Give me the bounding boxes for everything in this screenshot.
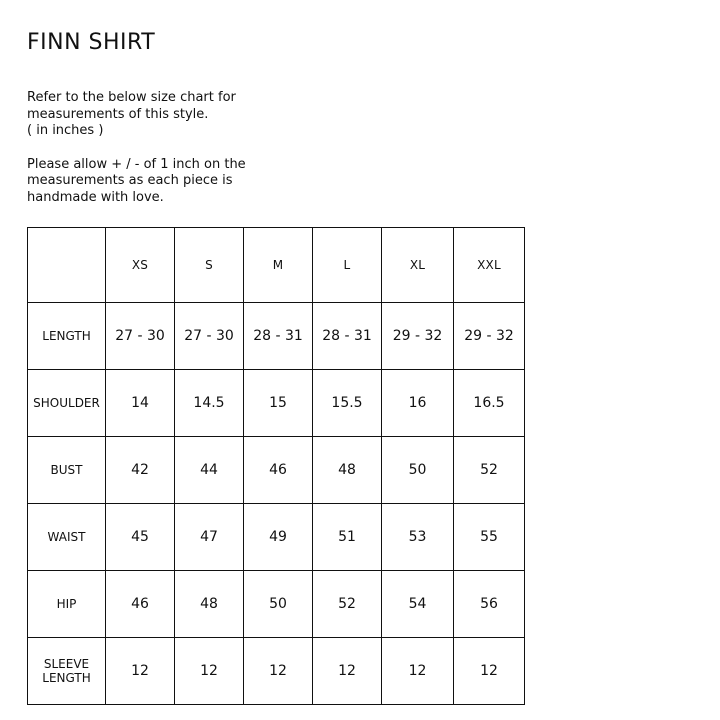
size-header-l: L <box>313 228 382 303</box>
table-cell: 45 <box>106 504 175 571</box>
table-cell: 27 - 30 <box>106 303 175 370</box>
table-cell: 50 <box>244 571 313 638</box>
table-cell: 14.5 <box>175 370 244 437</box>
table-cell: 15 <box>244 370 313 437</box>
table-row-length <box>28 303 525 370</box>
table-cell: 16.5 <box>454 370 525 437</box>
table-cell: 12 <box>175 638 244 705</box>
table-cell: 47 <box>175 504 244 571</box>
table-cell: 12 <box>244 638 313 705</box>
row-label-waist: WAIST <box>28 504 106 571</box>
size-header-row <box>28 228 525 303</box>
table-cell: 29 - 32 <box>454 303 525 370</box>
size-chart-table <box>27 227 525 705</box>
table-cell: 50 <box>382 437 454 504</box>
size-header-xl: XL <box>382 228 454 303</box>
table-cell: 12 <box>382 638 454 705</box>
table-cell: 42 <box>106 437 175 504</box>
intro-line: Refer to the below size chart for <box>27 90 236 105</box>
table-row-shoulder <box>28 370 525 437</box>
row-label-sleeve-length <box>28 638 106 705</box>
table-cell: 15.5 <box>313 370 382 437</box>
table-cell: 55 <box>454 504 525 571</box>
table-cell: 28 - 31 <box>244 303 313 370</box>
table-cell: 52 <box>313 571 382 638</box>
size-header-xs: XS <box>106 228 175 303</box>
row-label-hip: HIP <box>28 571 106 638</box>
row-label-shoulder: SHOULDER <box>28 370 106 437</box>
table-cell: 16 <box>382 370 454 437</box>
table-cell: 28 - 31 <box>313 303 382 370</box>
table-cell: 48 <box>313 437 382 504</box>
size-header-m: M <box>244 228 313 303</box>
intro-line: ( in inches ) <box>27 123 104 138</box>
table-cell: 53 <box>382 504 454 571</box>
corner-cell <box>28 228 106 303</box>
size-header-xxl: XXL <box>454 228 525 303</box>
table-row-sleeve-length <box>28 638 525 705</box>
table-cell: 44 <box>175 437 244 504</box>
intro-line: measurements of this style. <box>27 106 209 122</box>
row-label-line: SLEEVE <box>43 657 90 671</box>
row-label-line: LENGTH <box>42 671 91 685</box>
size-header-s: S <box>175 228 244 303</box>
table-cell: 29 - 32 <box>382 303 454 370</box>
table-cell: 14 <box>106 370 175 437</box>
table-cell: 12 <box>454 638 525 705</box>
intro-line: Please allow + / - of 1 inch on the <box>27 156 246 172</box>
table-cell: 12 <box>313 638 382 705</box>
row-label-bust: BUST <box>28 437 106 504</box>
table-cell: 12 <box>106 638 175 705</box>
table-cell: 49 <box>244 504 313 571</box>
table-cell: 54 <box>382 571 454 638</box>
table-row-hip <box>28 571 525 638</box>
table-row-bust <box>28 437 525 504</box>
table-cell: 51 <box>313 504 382 571</box>
intro-line: handmade with love. <box>27 189 164 205</box>
table-row-waist <box>28 504 525 571</box>
table-cell: 56 <box>454 571 525 638</box>
row-label-length: LENGTH <box>28 303 106 370</box>
size-chart-instructions <box>27 90 287 206</box>
intro-line: measurements as each piece is <box>27 173 233 188</box>
table-cell: 52 <box>454 437 525 504</box>
table-cell: 48 <box>175 571 244 638</box>
table-cell: 46 <box>106 571 175 638</box>
page-title: FINN SHIRT <box>27 30 156 55</box>
table-cell: 27 - 30 <box>175 303 244 370</box>
table-cell: 46 <box>244 437 313 504</box>
